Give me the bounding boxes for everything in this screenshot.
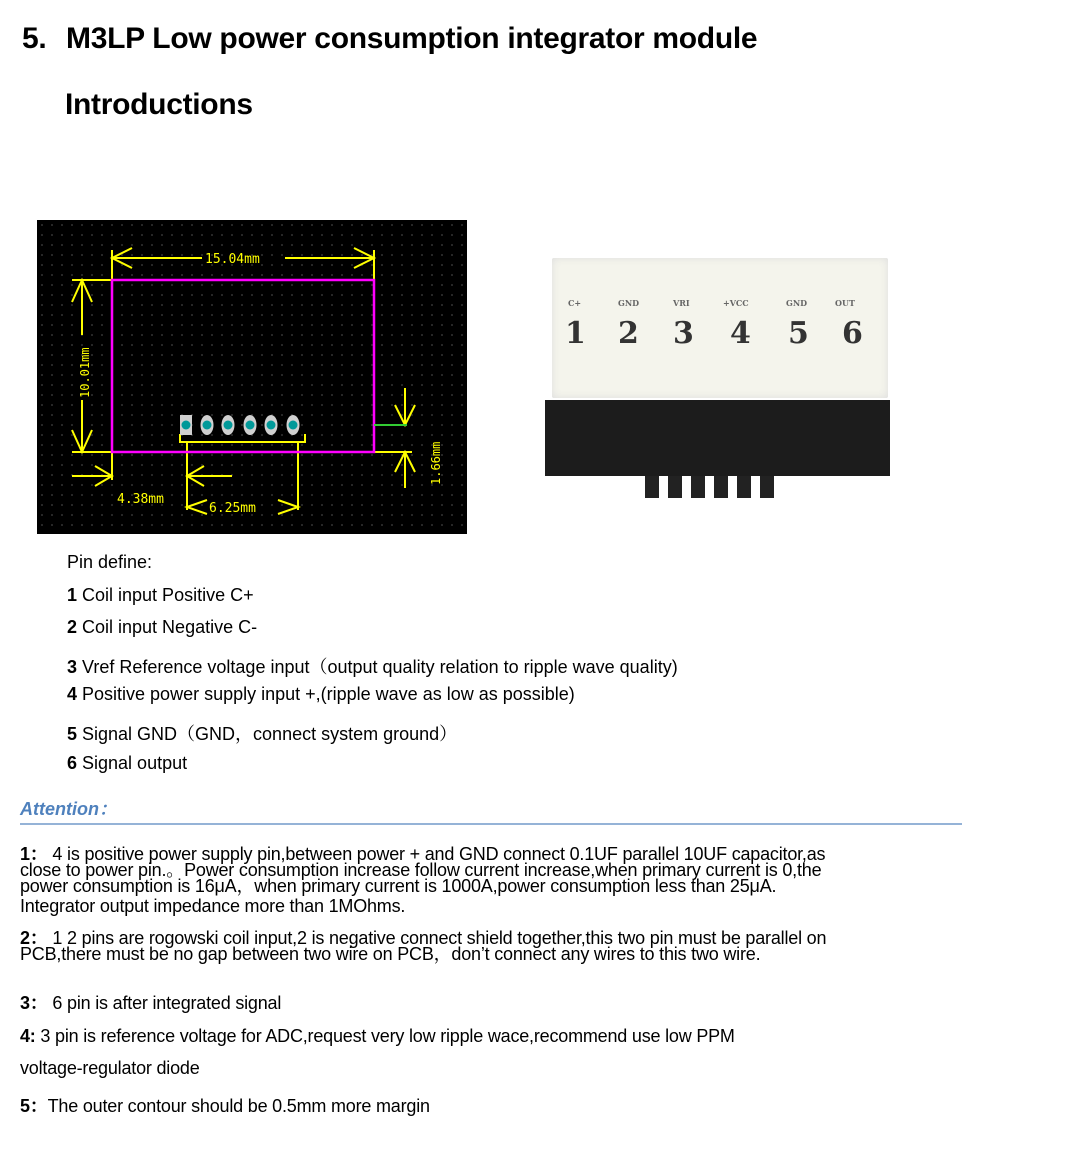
pin-number: 5 [67, 724, 78, 744]
module-pin [737, 476, 751, 498]
bottom-offset-label: 1.66mm [429, 441, 443, 485]
pin-item [67, 585, 254, 605]
pin-item [67, 617, 257, 637]
module-label-face [552, 258, 888, 398]
attention-item-3: 3： 6 pin is after integrated signal [20, 993, 282, 1013]
pcb-diagram-svg [37, 220, 467, 534]
module-pin [645, 476, 659, 498]
pin-number: 5 [788, 316, 809, 351]
pin-number: 3 [67, 657, 78, 677]
pin-description: Coil input Positive C+ [77, 585, 254, 605]
pin-label: GND [786, 298, 808, 308]
pin-number: 1 [565, 316, 586, 351]
pin-description: Positive power supply input +,(ripple wave as low as possible) [77, 684, 575, 704]
pin-number: 3 [673, 316, 694, 351]
attention-item-1-extra: Integrator output impedance more than 1MOhms. [20, 896, 406, 916]
module-pin [691, 476, 705, 498]
pin-label: VRI [673, 298, 690, 308]
pin-number: 6 [842, 316, 863, 351]
section-heading [22, 22, 757, 56]
pcb-footprint-drawing [37, 220, 467, 534]
attention-item-2: 2： 1 2 pins are rogowski coil input,2 is negative connect shield together,this two pin must be parallel on PCB,there must be no gap between two wire on PCB，don’t connect any wires to this two wire. [20, 928, 827, 964]
pin-description: Signal output [77, 753, 188, 773]
pin-description: Vref Reference voltage input（output quality relation to ripple wave quality) [77, 657, 678, 677]
module-body [545, 400, 890, 476]
section-number: 5. [22, 22, 47, 55]
pin-number: 2 [618, 316, 639, 351]
module-pin [714, 476, 728, 498]
pin-description: Coil input Negative C- [77, 617, 258, 637]
pin-item [67, 724, 457, 744]
section-title: M3LP Low power consumption integrator module [66, 22, 758, 55]
pin-item [67, 753, 187, 773]
pin-label: OUT [835, 298, 855, 308]
pin-number: 4 [67, 684, 78, 704]
attention-item-1: 1： 4 is positive power supply pin,between power + and GND connect 0.1UF parallel 10UF capacitor,as close to power pin.。Power consumption increase follow current increase,when primary current is 0,the power consumption is 16μA，when primary current is 1000A,power consumption less than 25μA. [20, 844, 826, 896]
attention-item-4-extra: voltage-regulator diode [20, 1058, 200, 1078]
pin-define-title: Pin define: [67, 552, 153, 572]
module-pin [668, 476, 682, 498]
module-photo [540, 250, 890, 500]
module-pin [760, 476, 774, 498]
pin-label: C+ [568, 298, 582, 308]
pin-number: 2 [67, 617, 78, 637]
pin-item [67, 684, 575, 704]
pin-number: 4 [730, 316, 751, 351]
pin-label: +VCC [723, 298, 749, 308]
pin-number: 1 [67, 585, 78, 605]
pin-item [67, 657, 678, 677]
left-offset-label: 4.38mm [117, 492, 164, 507]
height-dimension-label: 10.01mm [78, 347, 92, 398]
width-dimension-label: 15.04mm [205, 252, 260, 267]
section-divider [20, 823, 962, 825]
pin-number: 6 [67, 753, 78, 773]
pin-span-label: 6.25mm [209, 501, 256, 516]
attention-item-5: 5：The outer contour should be 0.5mm more margin [20, 1096, 430, 1116]
attention-heading: Attention： [20, 799, 117, 819]
pin-description: Signal GND（GND，connect system ground） [77, 724, 458, 744]
attention-item-4: 4: 3 pin is reference voltage for ADC,request very low ripple wace,recommend use low PPM [20, 1026, 735, 1046]
subsection-heading: Introductions [65, 88, 253, 121]
pin-label: GND [618, 298, 640, 308]
